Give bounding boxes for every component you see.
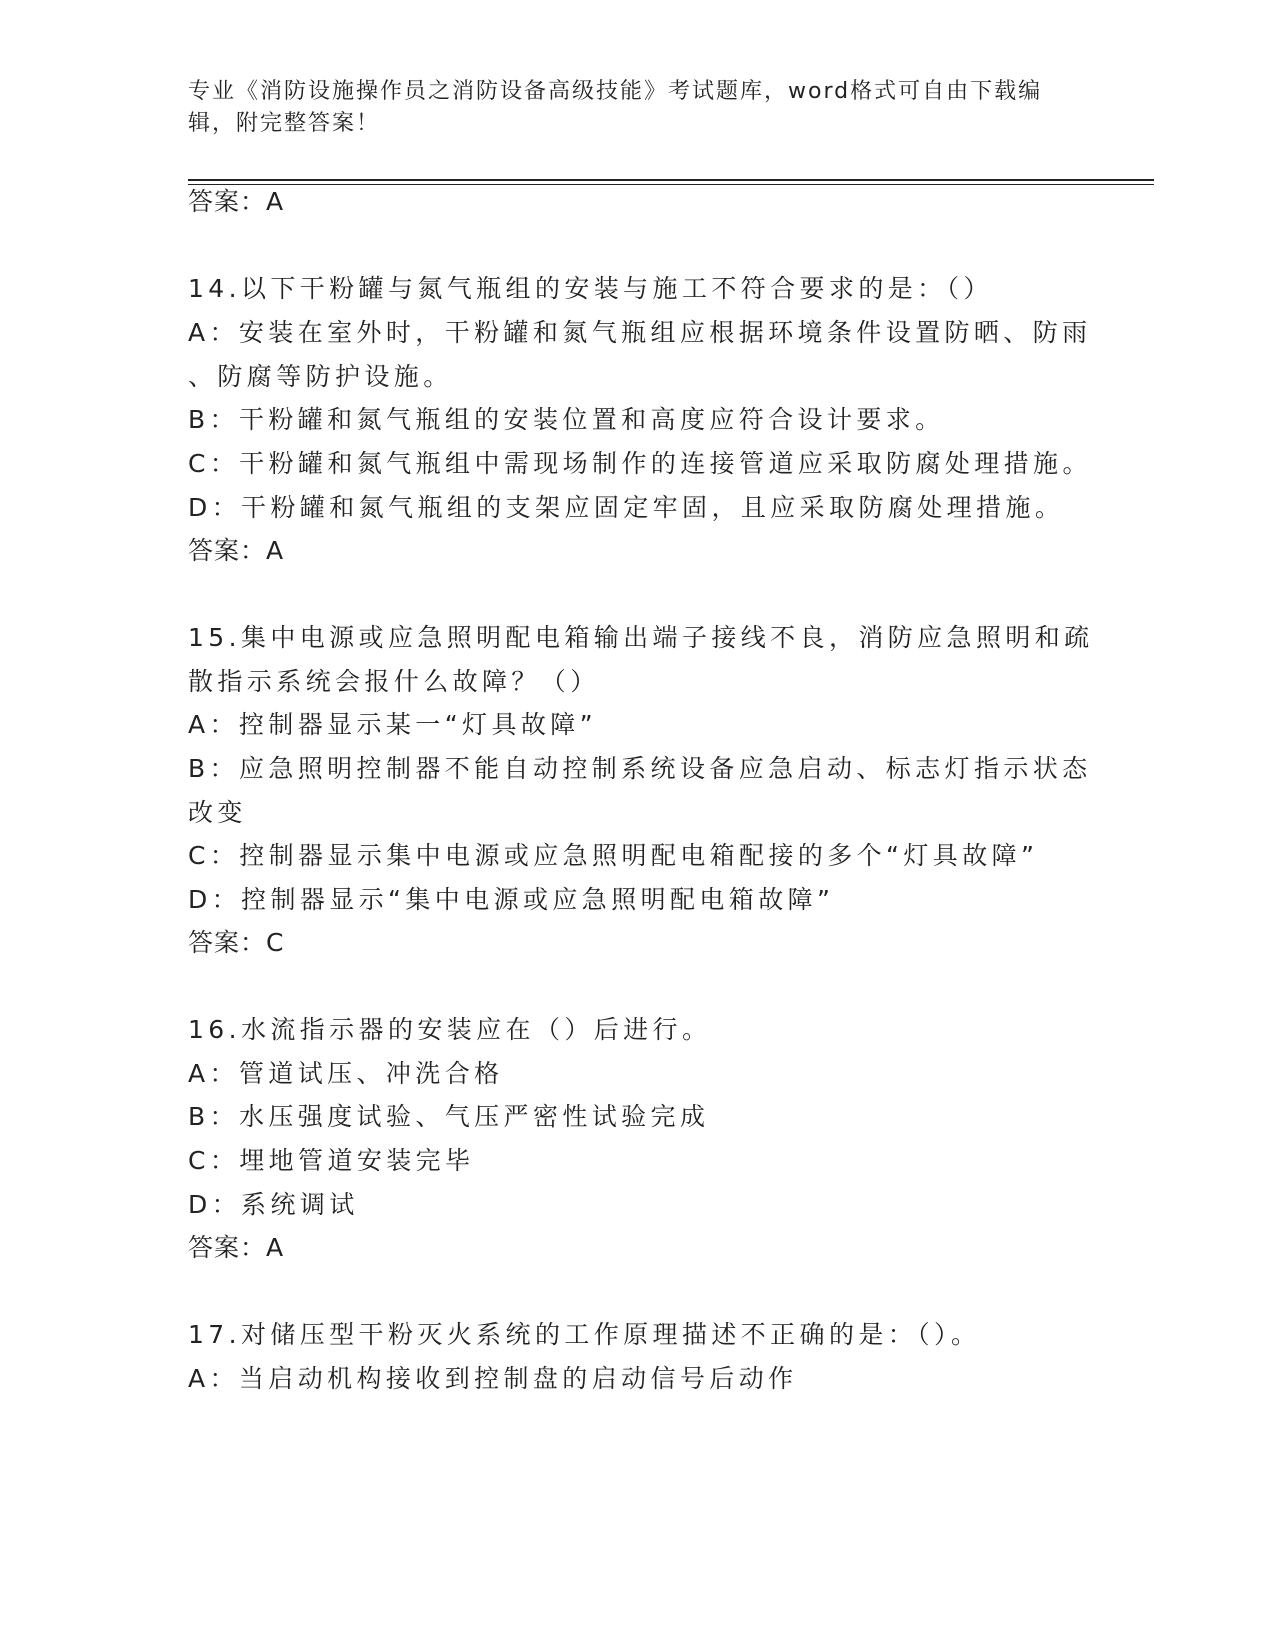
- question-14-option-a: A：安装在室外时，干粉罐和氮气瓶组应根据环境条件设置防晒、防雨: [188, 318, 1092, 347]
- question-16-option-d: D：系统调试: [188, 1190, 359, 1219]
- question-14-stem: 14.以下干粉罐与氮气瓶组的安装与施工不符合要求的是：（）: [188, 274, 993, 303]
- question-15-stem-cont: 散指示系统会报什么故障？（）: [188, 667, 600, 696]
- document-header: 专业《消防设施操作员之消防设备高级技能》考试题库，word格式可自由下载编辑，附完整答案！: [188, 79, 1043, 136]
- question-16-option-c: C：埋地管道安装完毕: [188, 1146, 475, 1175]
- question-15-option-b: B：应急照明控制器不能自动控制系统设备应急启动、标志灯指示状态: [188, 754, 1092, 783]
- header-divider-thick: [188, 179, 1154, 181]
- question-17-stem: 17.对储压型干粉灭火系统的工作原理描述不正确的是：（）。: [188, 1320, 981, 1349]
- question-14-option-d: D：干粉罐和氮气瓶组的支架应固定牢固，且应采取防腐处理措施。: [188, 493, 1065, 522]
- question-16-answer: 答案：A: [188, 1233, 285, 1262]
- question-14-answer: 答案：A: [188, 536, 285, 565]
- question-14-option-b: B：干粉罐和氮气瓶组的安装位置和高度应符合设计要求。: [188, 405, 945, 434]
- question-15-option-c: C：控制器显示集中电源或应急照明配电箱配接的多个“灯具故障”: [188, 841, 1039, 870]
- question-14-option-a-cont: 、防腐等防护设施。: [188, 362, 453, 391]
- previous-answer: 答案：A: [188, 187, 285, 216]
- question-15-option-a: A：控制器显示某一“灯具故障”: [188, 710, 598, 739]
- question-16-option-a: A：管道试压、冲洗合格: [188, 1059, 504, 1088]
- question-16-stem: 16.水流指示器的安装应在（）后进行。: [188, 1015, 712, 1044]
- header-divider-thin: [188, 184, 1154, 185]
- question-16-option-b: B：水压强度试验、气压严密性试验完成: [188, 1102, 710, 1131]
- question-15-stem: 15.集中电源或应急照明配电箱输出端子接线不良，消防应急照明和疏: [188, 623, 1094, 652]
- question-17-option-a: A：当启动机构接收到控制盘的启动信号后动作: [188, 1364, 798, 1393]
- question-15-answer: 答案：C: [188, 928, 285, 957]
- question-14-option-c: C：干粉罐和氮气瓶组中需现场制作的连接管道应采取防腐处理措施。: [188, 449, 1092, 478]
- question-15-option-b-cont: 改变: [188, 798, 247, 827]
- question-15-option-d: D：控制器显示“集中电源或应急照明配电箱故障”: [188, 885, 835, 914]
